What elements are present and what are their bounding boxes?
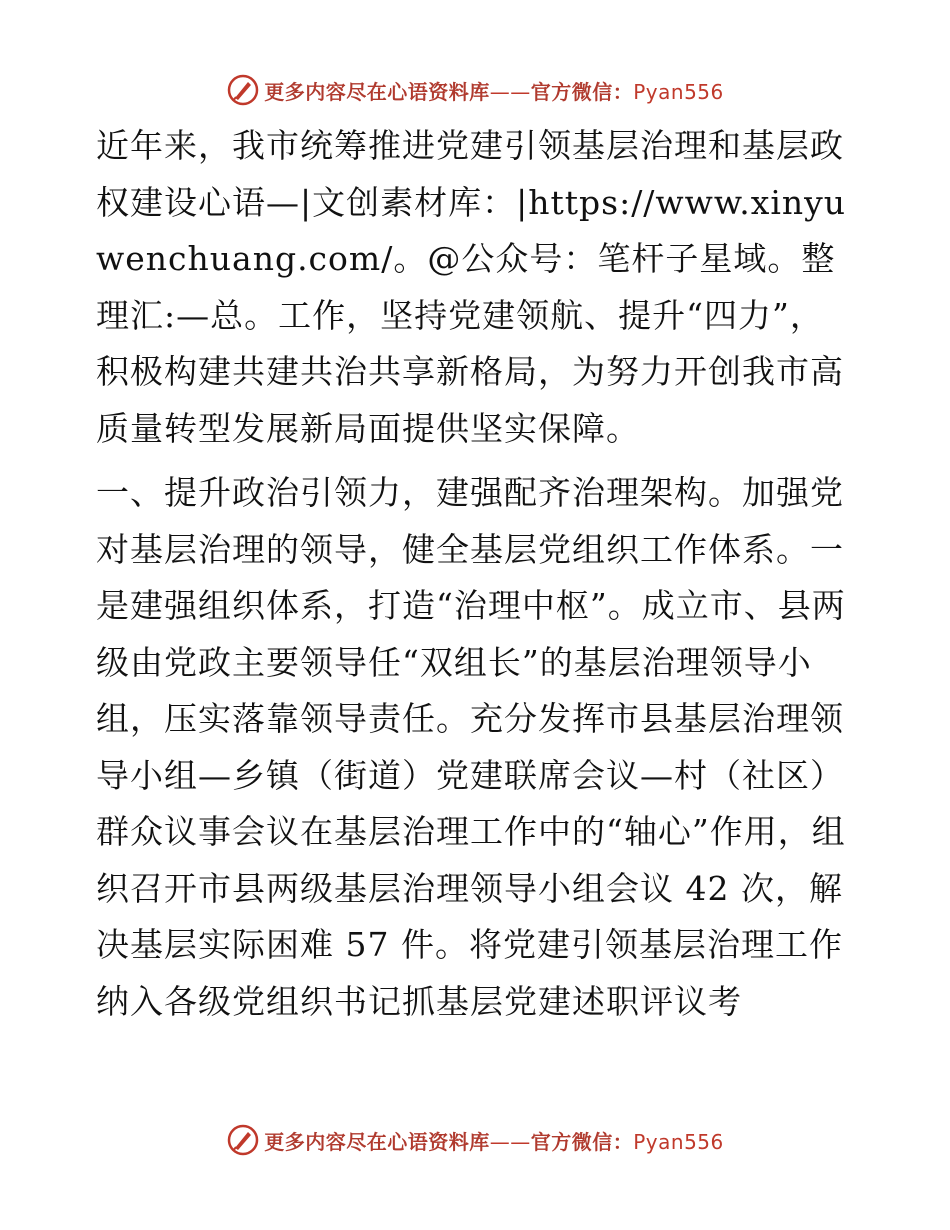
banner-wechat-id: Pyan556 <box>633 79 724 104</box>
banner-wechat-label: 官方微信： <box>530 1129 634 1154</box>
quill-logo-icon <box>226 1123 260 1157</box>
header-banner <box>0 70 950 110</box>
banner-brand: 更多内容尽在心语资料库 <box>264 79 490 104</box>
banner-text <box>264 76 724 105</box>
footer-banner <box>0 1120 950 1160</box>
banner-brand: 更多内容尽在心语资料库 <box>264 1129 490 1154</box>
quill-logo-icon <box>226 73 260 107</box>
paragraph-section-one: 一、提升政治引领力，建强配齐治理架构。加强党对基层治理的领导，健全基层党组织工作体系。一是建强组织体系，打造“治理中枢”。成立市、县两级由党政主要领导任“双组长”的基层治理领导小组，压实落靠领导责任。充分发挥市县基层治理领导小组—乡镇（街道）党建联席会议—村（社区）群众议事会议在基层治理工作中的“轴心”作用，组织召开市县两级基层治理领导小组会议 42 次，解决基层实际困难 57 件。将党建引领基层治理工作纳入各级党组织书记抓基层党建述职评议考 <box>96 473 846 1021</box>
banner-wechat-id: Pyan556 <box>633 1129 724 1154</box>
document-body <box>96 118 856 1030</box>
banner-dash: —— <box>489 79 531 104</box>
banner-dash: —— <box>489 1129 531 1154</box>
banner-wechat-label: 官方微信： <box>530 79 634 104</box>
banner-text <box>264 1126 724 1155</box>
paragraph-intro: 近年来，我市统筹推进党建引领基层治理和基层政权建设心语—|文创素材库：|https://www.xinyuwenchuang.com/。@公众号：笔杆子星域。整理汇:—总。工作，坚持党建领航、提升“四力”，积极构建共建共治共享新格局，为努力开创我市高质量转型发展新局面提供坚实保障。 <box>96 126 847 448</box>
